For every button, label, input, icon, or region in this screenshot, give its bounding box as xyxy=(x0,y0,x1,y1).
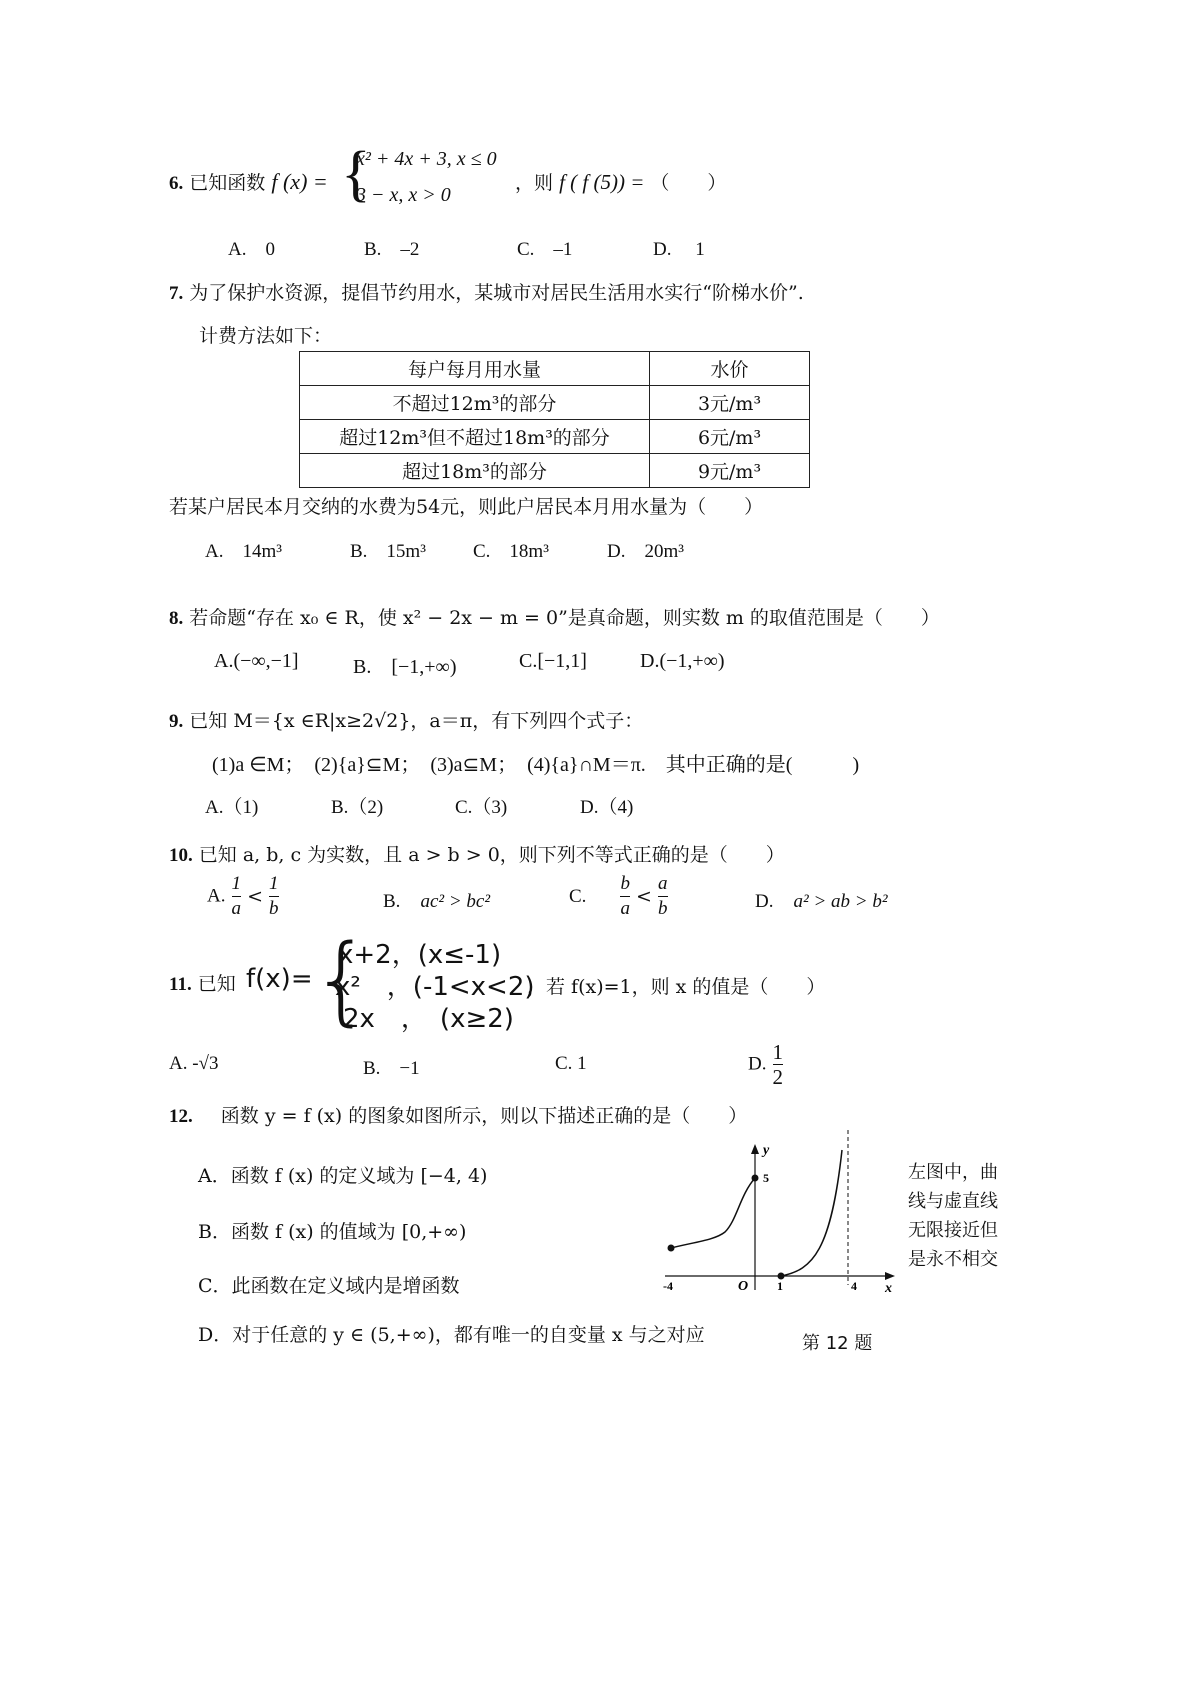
q7-option-b: B. 15m³ xyxy=(350,541,426,562)
q10-number: 10. xyxy=(169,845,193,866)
table-header-row xyxy=(300,352,810,386)
table-row xyxy=(300,420,810,454)
q7-option-d: D. 20m³ xyxy=(607,541,684,562)
q6-ask: f ( f (5)) = xyxy=(559,170,645,194)
table-row xyxy=(300,386,810,420)
q6-stem xyxy=(169,168,328,195)
q6-option-b: B. –2 xyxy=(364,239,420,260)
q9-number: 9. xyxy=(169,711,184,732)
q10-option-d-expr: a² > ab > b² xyxy=(793,891,888,912)
frac-den: 2 xyxy=(772,1065,784,1089)
q12-function-graph xyxy=(655,1130,900,1300)
q7-number: 7. xyxy=(169,283,184,304)
q12-caption: 第 12 题 xyxy=(802,1333,873,1354)
q11-option-a: A. -√3 xyxy=(169,1053,219,1074)
q8-option-c: C.[−1,1] xyxy=(519,650,587,672)
frac-num: a xyxy=(658,872,668,897)
q10-option-a-label: A. xyxy=(207,885,226,907)
q8-number: 8. xyxy=(169,608,184,629)
row2-price: 6元/m³ xyxy=(650,420,810,454)
q12-note-line: 线与虚直线 xyxy=(908,1191,998,1212)
q6-case2: 3 − x, x > 0 xyxy=(356,184,451,206)
q10-option-d xyxy=(755,890,888,913)
q7-option-a: A. 14m³ xyxy=(205,541,282,562)
frac-num: 1 xyxy=(772,1040,784,1064)
q12-text: 函数 y = f (x) 的图象如图所示，则以下描述正确的是（ ） xyxy=(220,1105,748,1127)
curve-left xyxy=(671,1178,755,1248)
closed-point xyxy=(752,1175,759,1182)
y-axis-label: y xyxy=(763,1143,770,1158)
water-price-table xyxy=(299,351,810,488)
q12-note-line: 无限接近但 xyxy=(908,1220,998,1241)
q11-option-d-label: D. xyxy=(748,1053,767,1075)
row1-range: 不超过12m³的部分 xyxy=(300,386,650,420)
q6-text-after: ，则 xyxy=(515,172,554,194)
q11-number: 11. xyxy=(169,974,192,995)
q8-option-d: D.(−1,+∞) xyxy=(640,650,725,672)
q6-brace: { xyxy=(341,140,371,208)
curve-right xyxy=(781,1150,842,1276)
q11-case3: 2x ， (x≥2) xyxy=(343,1004,514,1034)
q7-line1 xyxy=(169,278,804,305)
q6-option-a: A. 0 xyxy=(228,239,275,260)
q6-case1: x² + 4x + 3, x ≤ 0 xyxy=(356,148,497,170)
q7-line2: 计费方法如下： xyxy=(199,325,333,347)
q7-question: 若某户居民本月交纳的水费为54元，则此户居民本月用水量为（ ） xyxy=(169,496,764,518)
q6-text-before: 已知函数 xyxy=(189,172,266,194)
q11-fx: f(x)= xyxy=(246,964,313,994)
tick-5: 5 xyxy=(763,1171,769,1185)
q9-option-d: D.（4) xyxy=(580,797,634,818)
q11-brace: { xyxy=(311,924,373,1036)
frac-den: b xyxy=(269,898,279,919)
q9-option-b: B.（2) xyxy=(331,797,384,818)
q12-stem xyxy=(169,1101,747,1128)
frac-den: a xyxy=(620,898,630,919)
q11-option-c: C. 1 xyxy=(555,1053,587,1074)
q11-text-before: 已知 xyxy=(197,973,236,995)
q10-option-a xyxy=(207,872,279,921)
x-axis-arrow-icon xyxy=(885,1272,895,1280)
q11-stem xyxy=(169,969,236,996)
q8-option-a: A.(−∞,−1] xyxy=(214,650,299,672)
q12-option-d: D．对于任意的 y ∈ (5,+∞)，都有唯一的自变量 x 与之对应 xyxy=(198,1324,705,1346)
q10-stem xyxy=(169,840,785,867)
q8-option-b: B. [−1,+∞) xyxy=(353,656,457,678)
q12-note-line: 左图中，曲 xyxy=(908,1162,998,1183)
tick-4: 4 xyxy=(851,1279,857,1293)
frac-num: b xyxy=(620,872,630,897)
q10-option-c xyxy=(569,872,668,921)
header-price: 水价 xyxy=(650,352,810,386)
q10-text: 已知 a, b, c 为实数，且 a > b > 0，则下列不等式正确的是（ ） xyxy=(198,844,785,866)
q6-fx: f (x) = xyxy=(271,169,328,194)
q10-option-b xyxy=(383,890,490,913)
q10-frac-3 xyxy=(620,872,630,921)
q10-op-c: < xyxy=(636,885,652,908)
q10-option-b-label: B. xyxy=(383,891,401,912)
q6-number: 6. xyxy=(169,173,184,194)
row1-price: 3元/m³ xyxy=(650,386,810,420)
q9-option-a: A.（1) xyxy=(205,797,259,818)
q9-text: 已知 M＝{x ∈R|x≥2√2}，a＝π，有下列四个式子： xyxy=(189,710,644,732)
frac-den: a xyxy=(231,898,242,919)
q12-option-c: C．此函数在定义域内是增函数 xyxy=(198,1275,460,1297)
q12-note xyxy=(908,1158,998,1274)
q6-ask-line xyxy=(515,168,726,195)
frac-num: 1 xyxy=(269,872,279,897)
tick-1: 1 xyxy=(777,1279,783,1293)
y-axis-arrow-icon xyxy=(751,1144,759,1154)
q6-paren: （ ） xyxy=(650,172,727,194)
q6-option-c: C. –1 xyxy=(517,239,573,260)
q10-frac-1 xyxy=(232,872,242,921)
tick-neg4: -4 xyxy=(663,1279,673,1293)
row3-range: 超过18m³的部分 xyxy=(300,454,650,488)
q10-option-c-label: C. xyxy=(569,885,587,907)
q8-stem xyxy=(169,603,940,630)
q11-case1: x+2，(x≤-1) xyxy=(338,940,502,970)
q12-option-a: A．函数 f (x) 的定义域为 [−4, 4) xyxy=(198,1165,488,1187)
q11-case2: x² ，(-1<x<2) xyxy=(335,972,535,1002)
q7-text: 为了保护水资源，提倡节约用水，某城市对居民生活用水实行“阶梯水价”. xyxy=(189,282,804,304)
frac-den: b xyxy=(658,898,668,919)
q10-frac-2 xyxy=(269,872,279,921)
x-axis-label: x xyxy=(885,1281,892,1296)
q11-text-after: ，若 f(x)=1，则 x 的值是（ ） xyxy=(527,976,826,998)
q11-option-d-frac xyxy=(773,1040,784,1089)
q9-statements: (1)a ∈M； (2){a}⊆M； (3)a⊆M； (4){a}∩M＝π. 其中正确的是( ) xyxy=(212,754,860,776)
q11-option-d xyxy=(748,1040,783,1089)
q9-option-c: C.（3) xyxy=(455,797,508,818)
origin-label: O xyxy=(738,1279,749,1294)
header-usage: 每户每月用水量 xyxy=(300,352,650,386)
closed-point xyxy=(668,1245,675,1252)
q10-option-d-label: D. xyxy=(755,891,774,912)
q12-note-line: 是永不相交 xyxy=(908,1249,998,1270)
q10-frac-4 xyxy=(658,872,668,921)
q10-option-b-expr: ac² > bc² xyxy=(420,891,491,912)
row2-range: 超过12m³但不超过18m³的部分 xyxy=(300,420,650,454)
frac-num: 1 xyxy=(232,872,242,897)
q7-option-c: C. 18m³ xyxy=(473,541,549,562)
q11-option-b: B. −1 xyxy=(363,1058,420,1079)
q10-op-a: < xyxy=(247,885,263,908)
q9-stem xyxy=(169,706,643,733)
q8-text: 若命题“存在 x₀ ∈ R，使 x² − 2x − m = 0”是真命题，则实数 m 的取值范围是（ ） xyxy=(189,607,940,629)
q12-number: 12. xyxy=(169,1106,193,1127)
q12-option-b: B．函数 f (x) 的值域为 [0,+∞) xyxy=(198,1221,467,1243)
table-row xyxy=(300,454,810,488)
row3-price: 9元/m³ xyxy=(650,454,810,488)
q6-option-d: D. 1 xyxy=(653,239,705,260)
